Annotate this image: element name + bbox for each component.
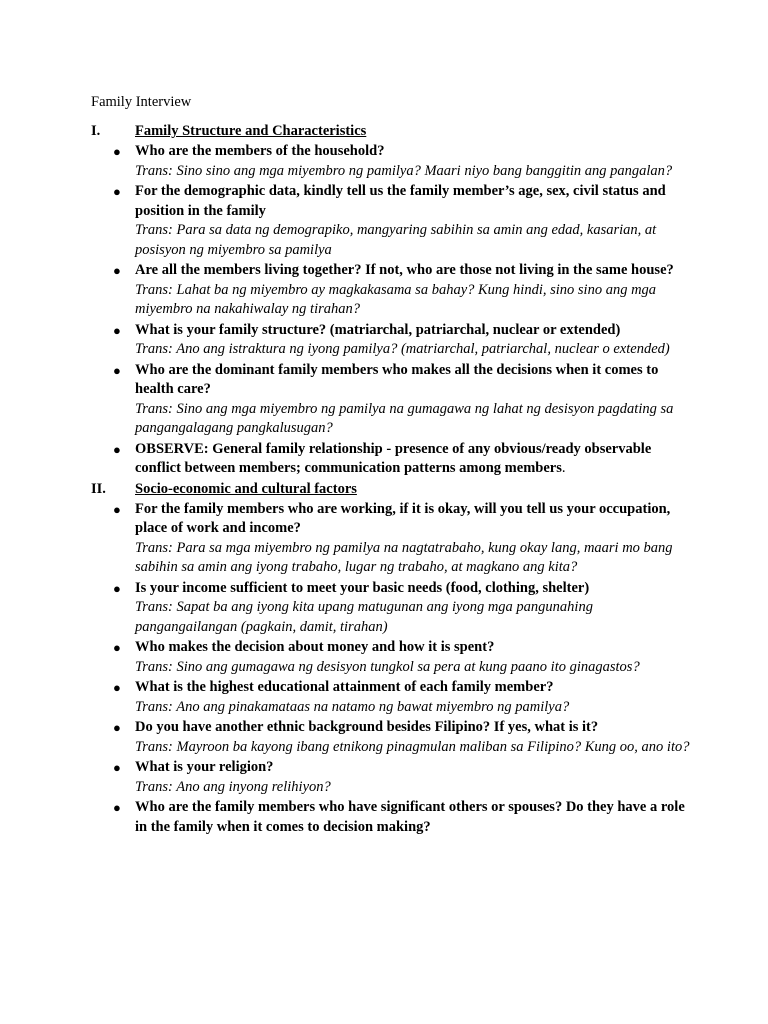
list-item	[91, 500, 691, 578]
list-item	[91, 321, 691, 360]
translation-text: Trans: Ano ang pinakamataas na natamo ng bawat miyembro ng pamilya?	[135, 698, 570, 715]
section-header	[91, 480, 691, 499]
translation-text: Trans: Lahat ba ng miyembro ay magkakasama sa bahay? Kung hindi, sino sino ang mga miyembro na nakahiwalay ng tirahan?	[135, 281, 657, 317]
question-tail: .	[561, 460, 566, 476]
section-socio-economic	[91, 480, 691, 838]
section-numeral: II.	[91, 480, 106, 497]
sections-container	[91, 122, 691, 838]
list-item	[91, 798, 691, 837]
bullet-icon: ●	[113, 144, 121, 159]
list-item	[91, 638, 691, 677]
question-text: What is the highest educational attainment of each family member?	[135, 679, 554, 695]
list-item	[91, 182, 691, 260]
question-text: For the demographic data, kindly tell us the family member’s age, sex, civil status and position in the family	[135, 183, 666, 219]
question-text: Who are the family members who have significant others or spouses? Do they have a role in the family when it comes to decision making?	[135, 799, 685, 835]
question-text: Is your income sufficient to meet your basic needs (food, clothing, shelter)	[135, 579, 590, 596]
translation-text: Trans: Sino ang mga miyembro ng pamilya na gumagawa ng lahat ng desisyon pagdating sa pangangalagang pangkalusugan?	[135, 400, 674, 436]
question-text: Who makes the decision about money and how it is spent?	[135, 639, 495, 655]
bullet-icon: ●	[113, 760, 121, 775]
question-text: Do you have another ethnic background besides Filipino? If yes, what is it?	[135, 719, 599, 735]
question-main: OBSERVE: General family relationship - presence of any obvious/ready observable conflict between members; communication patterns among members	[135, 440, 652, 476]
bullet-icon: ●	[113, 580, 121, 596]
list-item	[91, 758, 691, 797]
bullet-icon: ●	[113, 501, 121, 517]
translation-text: Trans: Para sa data ng demograpiko, mangyaring sabihin sa amin ang edad, kasarian, at posisyon ng miyembro sa pamilya	[135, 222, 657, 258]
list-item	[91, 440, 691, 479]
bullet-icon: ●	[113, 263, 121, 278]
bullet-icon: ●	[113, 640, 121, 655]
bullet-icon: ●	[113, 720, 121, 735]
question-text: What is your religion?	[135, 759, 274, 775]
list-item	[91, 361, 691, 439]
bullet-icon: ●	[113, 184, 121, 199]
question-text: For the family members who are working, if it is okay, will you tell us your occupation, place of work and income?	[135, 500, 671, 536]
question-list	[91, 142, 691, 479]
list-item	[91, 718, 691, 757]
translation-text: Trans: Para sa mga miyembro ng pamilya na nagtatrabaho, kung okay lang, maari mo bang sabihin sa amin ang iyong trabaho, lugar ng trabaho, at magkano ang kita?	[135, 539, 673, 575]
bullet-icon: ●	[113, 362, 121, 378]
question-text: What is your family structure? (matriarchal, patriarchal, nuclear or extended)	[135, 321, 621, 338]
bullet-icon: ●	[113, 441, 121, 457]
document-title: Family Interview	[91, 94, 192, 110]
question-list	[91, 500, 691, 838]
question-text: Who are the dominant family members who makes all the decisions when it comes to health care?	[135, 361, 659, 397]
section-header	[91, 122, 691, 141]
section-family-structure	[91, 122, 691, 479]
bullet-icon: ●	[113, 322, 121, 338]
translation-text: Trans: Ano ang istraktura ng iyong pamilya? (matriarchal, patriarchal, nuclear o extended)	[135, 341, 670, 357]
question-text	[135, 440, 691, 479]
list-item	[91, 142, 691, 181]
translation-text: Trans: Ano ang inyong relihiyon?	[135, 778, 331, 795]
bullet-icon: ●	[113, 680, 121, 695]
translation-text: Trans: Sino ang gumagawa ng desisyon tungkol sa pera at kung paano ito ginagastos?	[135, 658, 640, 675]
list-item	[91, 261, 691, 320]
translation-text: Trans: Sapat ba ang iyong kita upang matugunan ang iyong mga pangunahing pangangailangan (pagkain, damit, tirahan)	[135, 599, 593, 635]
question-text: Who are the members of the household?	[135, 143, 385, 159]
section-title: Socio-economic and cultural factors	[135, 480, 357, 497]
translation-text: Trans: Sino sino ang mga miyembro ng pamilya? Maari niyo bang banggitin ang pangalan?	[135, 162, 673, 179]
bullet-icon: ●	[113, 800, 121, 815]
list-item	[91, 579, 691, 638]
question-text: Are all the members living together? If not, who are those not living in the same house?	[135, 262, 674, 278]
list-item	[91, 678, 691, 717]
section-title: Family Structure and Characteristics	[135, 123, 367, 139]
section-numeral: I.	[91, 123, 101, 139]
translation-text: Trans: Mayroon ba kayong ibang etnikong pinagmulan maliban sa Filipino? Kung oo, ano ito?	[135, 738, 690, 755]
